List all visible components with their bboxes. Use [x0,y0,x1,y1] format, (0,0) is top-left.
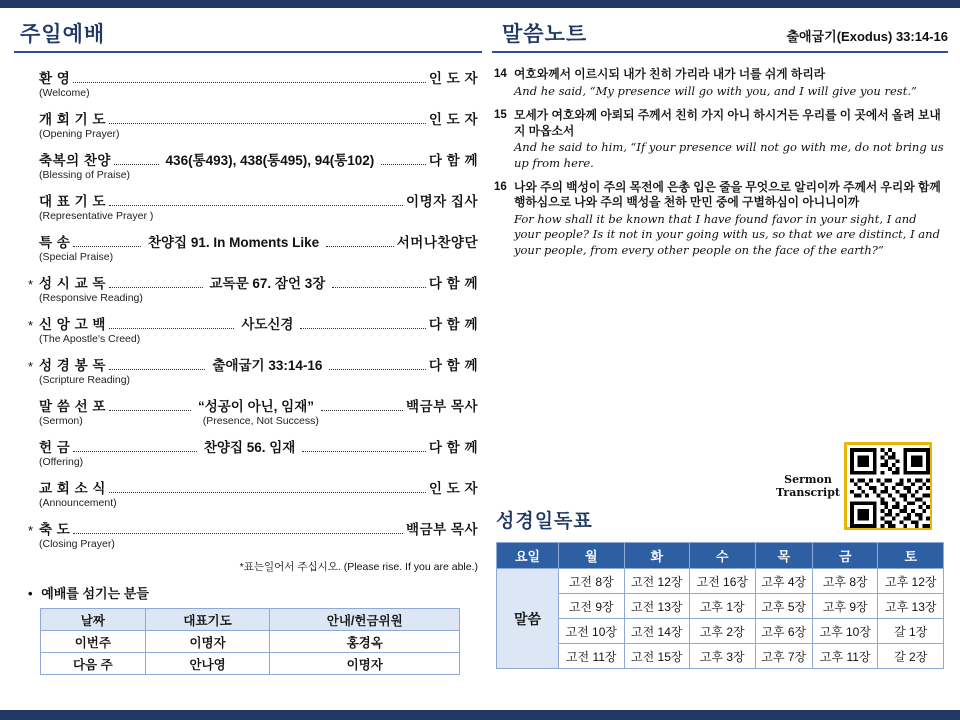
table-header-row [41,609,460,631]
table-row [497,644,944,669]
table-cell: 갈 1장 [878,619,944,644]
leader-dots [109,328,234,329]
table-header-cell: 날짜 [41,609,146,631]
order-label: 축 도 [39,522,71,537]
table-cell: 고전 9장 [559,594,625,619]
leader-dots [109,410,191,411]
table-row [41,631,460,653]
order-sub-row [28,415,478,427]
title-divider [14,51,482,53]
table-header-row [497,543,944,569]
qr-code-icon[interactable] [844,442,932,530]
order-sub-label: (Representative Prayer ) [39,210,154,222]
leader-dots [109,369,206,370]
leader-dots [109,205,403,206]
order-item [28,272,478,304]
table-cell: 고후 11장 [812,644,878,669]
leader-dots [109,492,426,493]
order-label: 성 경 봉 독 [39,358,106,373]
servers-table [40,608,460,675]
order-item [28,395,478,427]
table-cell: 고전 16장 [690,569,756,594]
leader-dots [109,123,426,124]
leader-dots [302,451,426,452]
table-header-cell: 대표기도 [145,609,270,631]
order-item [28,108,478,140]
order-sub-label: (Opening Prayer) [39,128,120,140]
leader-dots [73,246,141,247]
verse-korean: 여호와께서 이르시되 내가 친히 가리라 내가 너를 쉬게 하리라 [514,67,826,81]
order-label: 개 회 기 도 [39,112,106,127]
verse-number: 15 [494,108,507,121]
order-sub-label: (Responsive Reading) [39,292,143,304]
table-cell: 고후 6장 [755,619,812,644]
sermon-note-header [492,18,948,48]
order-detail: 436(통493), 438(통495), 94(통102) [165,153,375,168]
table-cell: 고후 5장 [755,594,812,619]
qr-caption-line1: Sermon [784,472,832,486]
order-item [28,231,478,263]
table-header-cell: 토 [878,543,944,569]
table-cell: 고후 2장 [690,619,756,644]
order-detail: 찬양집 91. In Moments Like [147,235,320,250]
order-label: 특 송 [39,235,71,250]
order-detail: 교독문 67. 잠언 3장 [209,276,326,291]
table-header-cell: 요일 [497,543,559,569]
order-sub-label: (Welcome) [39,87,90,99]
table-cell: 고전 8장 [559,569,625,594]
star-marker: * [28,523,34,538]
table-header-cell: 화 [624,543,690,569]
verse-item [494,108,944,171]
table-row [497,594,944,619]
order-item [28,518,478,550]
table-header-cell: 안내/헌금위원 [270,609,460,631]
leader-dots [381,164,426,165]
order-item [28,436,478,468]
table-cell: 고후 13장 [878,594,944,619]
order-sub-label: (The Apostle's Creed) [39,333,141,345]
table-row [497,619,944,644]
table-cell: 이명자 [270,653,460,675]
leader-dots [321,410,403,411]
order-person: 다 함 께 [428,317,478,332]
leader-dots [329,369,426,370]
table-cell: 고후 4장 [755,569,812,594]
table-cell: 고후 7장 [755,644,812,669]
order-person: 이명자 집사 [406,194,478,209]
order-label: 말 씀 선 포 [39,399,106,414]
order-sub-label: (Special Praise) [39,251,114,263]
verse-list [492,67,948,258]
bullet-icon: • [28,586,33,601]
table-row [41,653,460,675]
bible-reading-table [496,542,944,669]
order-person: 인 도 자 [428,481,478,496]
table-cell: 안나영 [145,653,270,675]
order-sub-label: (Closing Prayer) [39,538,115,550]
verse-item [494,67,944,99]
sermon-transcript-qr[interactable] [776,442,932,530]
order-sub-label: (Scripture Reading) [39,374,131,386]
order-label: 대 표 기 도 [39,194,106,209]
table-row-label: 말씀 [497,569,559,669]
order-detail: “성공이 아닌, 임재” [197,399,314,414]
leader-dots [73,533,403,534]
order-person: 다 함 께 [428,358,479,373]
table-cell: 이명자 [145,631,270,653]
leader-dots [326,246,394,247]
table-cell: 다음 주 [41,653,146,675]
star-marker: * [28,359,34,374]
servers-heading [14,583,482,602]
sermon-note-title: 말씀노트 [502,23,588,46]
star-marker: * [28,318,34,333]
order-person: 인 도 자 [428,112,478,127]
worship-order-title: 주일예배 [20,23,106,46]
order-detail: 사도신경 [241,317,294,332]
order-person: 다 함 께 [428,440,479,455]
table-cell: 고전 11장 [559,644,625,669]
table-row [497,569,944,594]
table-header-cell: 금 [812,543,878,569]
order-person: 다 함 께 [428,153,478,168]
bottom-accent-bar [0,710,960,720]
table-cell: 고후 8장 [812,569,878,594]
verse-body [514,180,944,258]
verse-body [514,67,944,99]
table-cell: 갈 2장 [878,644,944,669]
qr-caption-line2: Transcript [776,486,840,499]
order-label: 교 회 소 식 [39,481,106,496]
servers-heading-label: 예배를 섬기는 분들 [41,586,149,601]
verse-body [514,108,944,171]
verse-korean: 모세가 여호와께 아뢰되 주께서 친히 가지 아니 하시거든 우리를 이 곳에서 올려 보내지 마옵소서 [514,107,941,138]
order-detail-sub: (Presence, Not Success) [202,415,319,427]
order-label: 축복의 찬양 [39,153,111,168]
order-label: 신 앙 고 백 [39,317,106,332]
worship-order-list [14,67,482,550]
standing-note: *표는일어서 주십시오. (Please rise. If you are able.) [239,561,478,573]
table-cell: 고전 10장 [559,619,625,644]
verse-english: And he said to him, “If your presence will not go with me, do not bring us up from here. [514,140,944,170]
table-header-cell: 월 [559,543,625,569]
verse-korean: 나와 주의 백성이 주의 목전에 은총 입은 줄을 무엇으로 알리이까 주께서 우리와 함께 행하심으로 나와 주의 백성을 천하 만민 중에 구별하심이 아니니이까 [514,179,941,210]
order-label: 성 시 교 독 [39,276,106,291]
qr-code-svg [850,448,930,528]
qr-caption [776,473,840,499]
table-cell: 고후 1장 [690,594,756,619]
order-person: 백금부 목사 [406,522,478,537]
leader-dots [332,287,426,288]
order-label: 헌 금 [39,440,71,455]
table-cell: 고전 14장 [624,619,690,644]
worship-order-column [14,18,482,708]
table-header-cell: 목 [755,543,812,569]
table-cell: 고후 10장 [812,619,878,644]
verse-english: And he said, “My presence will go with you, and I will give you rest.” [514,83,917,98]
order-sub-label: (Announcement) [39,497,117,509]
title-divider [492,51,948,53]
verse-item [494,180,944,258]
leader-dots [300,328,425,329]
table-cell: 고후 12장 [878,569,944,594]
table-cell: 고전 13장 [624,594,690,619]
table-cell: 고전 12장 [624,569,690,594]
order-person: 다 함 께 [428,276,479,291]
order-sub-label: (Offering) [39,456,84,468]
top-accent-bar [0,0,960,8]
table-cell: 홍경옥 [270,631,460,653]
order-sub-label: (Blessing of Praise) [39,169,131,181]
order-person: 인 도 자 [428,71,478,86]
order-sub-label: (Sermon) [39,415,83,427]
table-cell: 고후 3장 [690,644,756,669]
order-item [28,354,478,386]
leader-dots [109,287,203,288]
order-item [28,190,478,222]
scripture-reference: 출애굽기(Exodus) 33:14-16 [786,29,948,44]
order-detail: 찬양집 56. 임재 [203,440,296,455]
star-marker: * [28,277,34,292]
leader-dots [114,164,159,165]
verse-english: For how shall it be known that I have found favor in your sight, I and your people? Is it not in your going with us, so that we are distinct, I and your people, from every other people on the face of the earth?” [514,212,940,257]
sermon-note-column [492,18,948,708]
order-item [28,477,478,509]
order-item [28,149,478,181]
bible-plan-title: 성경일독표 [496,511,593,532]
order-person: 백금부 목사 [406,399,478,414]
leader-dots [73,451,197,452]
leader-dots [73,82,426,83]
table-cell: 이번주 [41,631,146,653]
table-cell: 고전 15장 [624,644,690,669]
table-cell: 고후 9장 [812,594,878,619]
order-person: 서머나찬양단 [396,235,479,250]
table-header-cell: 수 [690,543,756,569]
order-detail: 출애굽기 33:14-16 [212,358,323,373]
order-item [28,313,478,345]
verse-number: 14 [494,68,507,80]
order-label: 환 영 [39,71,71,86]
verse-number: 16 [494,180,507,193]
order-item [28,67,478,99]
